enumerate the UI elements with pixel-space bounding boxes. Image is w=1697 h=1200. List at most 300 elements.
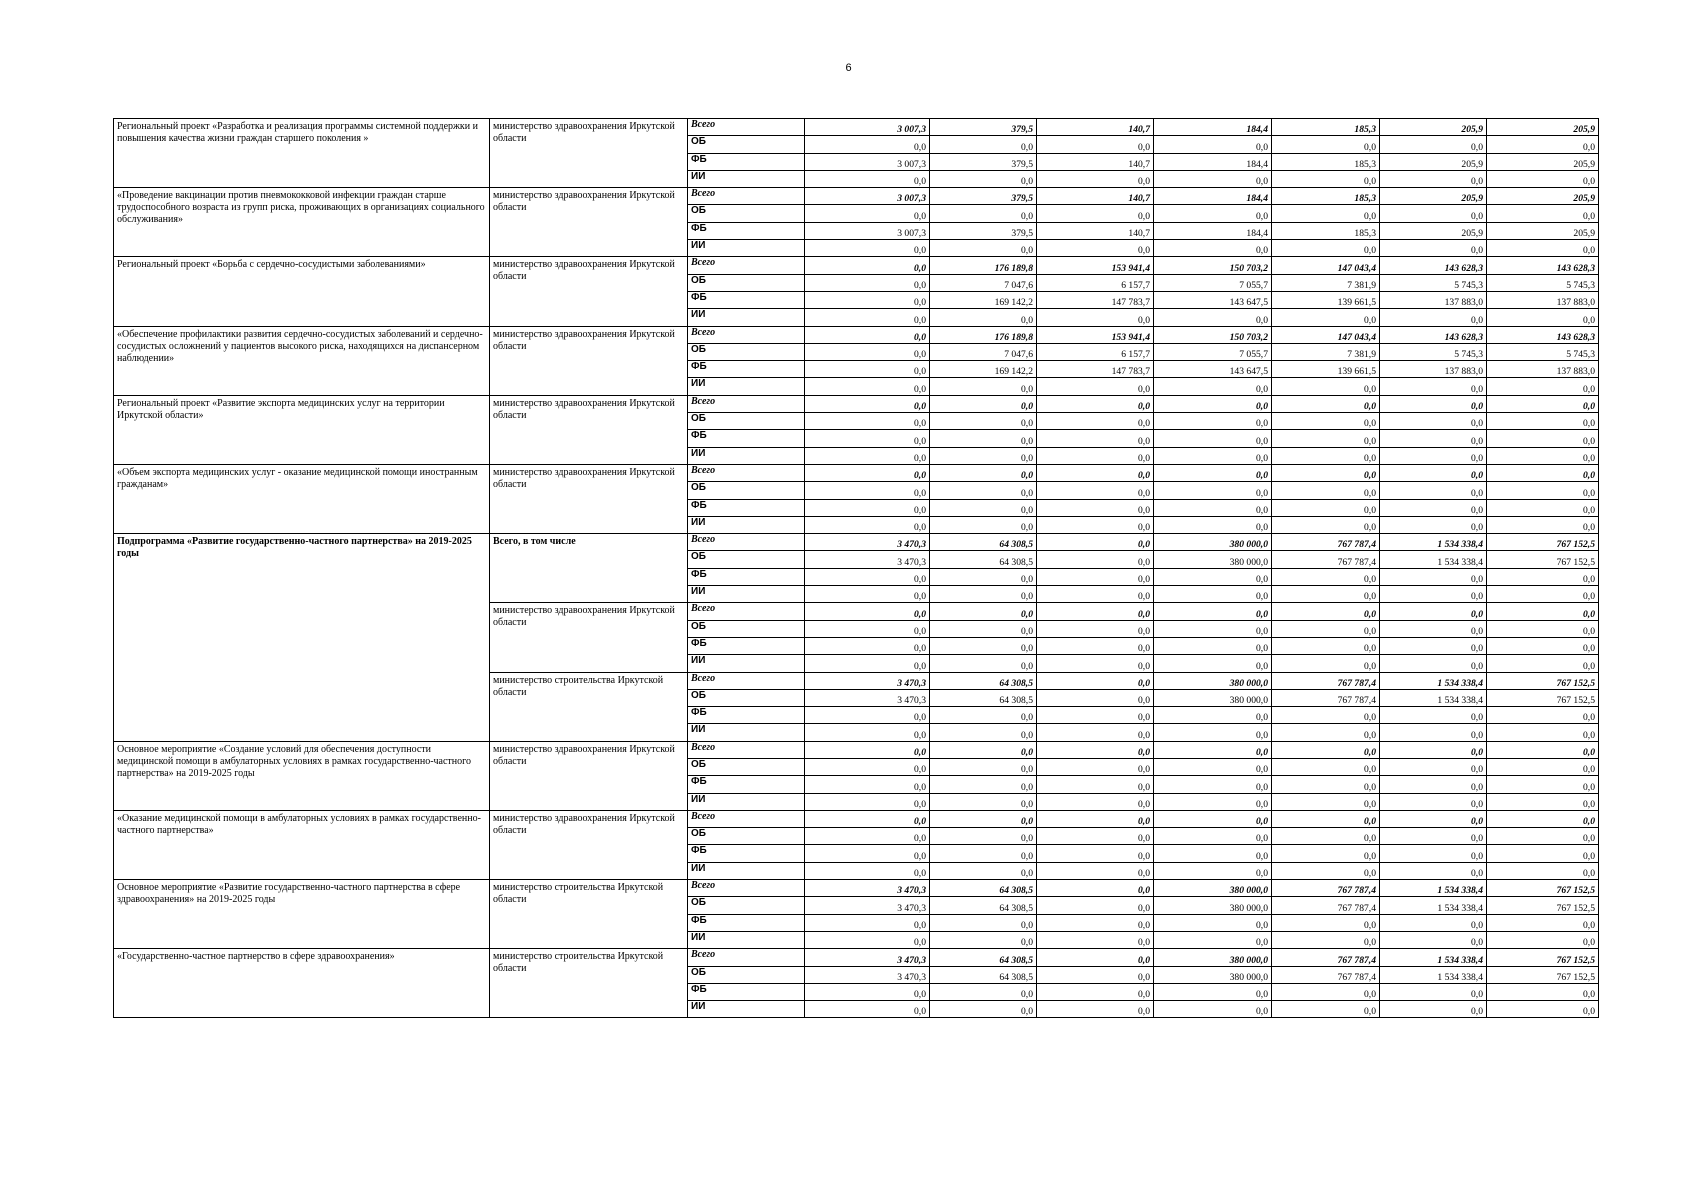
amount-cell: 205,9 <box>1380 119 1487 136</box>
program-name-cell: Региональный проект «Разработка и реализация программы системной поддержки и повышения качества жизни граждан старшего поколения » <box>114 119 490 188</box>
amount-cell: 380 000,0 <box>1154 966 1272 983</box>
amount-cell: 0,0 <box>1037 430 1154 447</box>
amount-cell: 0,0 <box>1154 724 1272 741</box>
amount-cell: 150 703,2 <box>1154 326 1272 343</box>
amount-cell: 0,0 <box>1487 914 1599 931</box>
amount-cell: 0,0 <box>805 430 930 447</box>
amount-cell: 0,0 <box>1154 447 1272 464</box>
amount-cell: 0,0 <box>930 914 1037 931</box>
amount-cell: 140,7 <box>1037 188 1154 205</box>
amount-cell: 0,0 <box>1487 586 1599 603</box>
amount-cell: 380 000,0 <box>1154 672 1272 689</box>
amount-cell: 0,0 <box>1037 793 1154 810</box>
amount-cell: 0,0 <box>1487 464 1599 481</box>
amount-cell: 0,0 <box>1154 758 1272 775</box>
table-row <box>114 534 1599 551</box>
table-row <box>114 119 1599 136</box>
amount-cell: 0,0 <box>1380 707 1487 724</box>
amount-cell: 0,0 <box>805 620 930 637</box>
amount-cell: 0,0 <box>930 447 1037 464</box>
funding-source-cell: Всего <box>688 464 805 481</box>
amount-cell: 3 470,3 <box>805 897 930 914</box>
amount-cell: 0,0 <box>1380 828 1487 845</box>
amount-cell: 380 000,0 <box>1154 534 1272 551</box>
amount-cell: 380 000,0 <box>1154 880 1272 897</box>
funding-source-cell: ОБ <box>688 482 805 499</box>
amount-cell: 0,0 <box>1380 482 1487 499</box>
amount-cell: 0,0 <box>1037 378 1154 395</box>
amount-cell: 380 000,0 <box>1154 949 1272 966</box>
amount-cell: 0,0 <box>1380 655 1487 672</box>
program-name-cell: «Оказание медицинской помощи в амбулаторных условиях в рамках государственно-частного партнерства» <box>114 810 490 879</box>
amount-cell: 0,0 <box>1487 931 1599 948</box>
amount-cell: 64 308,5 <box>930 534 1037 551</box>
executor-cell: министерство строительства Иркутской области <box>490 672 688 741</box>
amount-cell: 0,0 <box>805 326 930 343</box>
amount-cell: 184,4 <box>1154 188 1272 205</box>
amount-cell: 0,0 <box>1037 672 1154 689</box>
amount-cell: 0,0 <box>1487 309 1599 326</box>
funding-source-cell: ИИ <box>688 862 805 879</box>
program-name-cell: «Государственно-частное партнерство в сфере здравоохранения» <box>114 949 490 1018</box>
amount-cell: 0,0 <box>1272 170 1380 187</box>
funding-source-cell: Всего <box>688 119 805 136</box>
amount-cell: 137 883,0 <box>1380 291 1487 308</box>
amount-cell: 0,0 <box>1154 170 1272 187</box>
amount-cell: 0,0 <box>1272 482 1380 499</box>
funding-source-cell: ФБ <box>688 776 805 793</box>
amount-cell: 0,0 <box>805 464 930 481</box>
amount-cell: 0,0 <box>1380 568 1487 585</box>
amount-cell: 0,0 <box>805 378 930 395</box>
executor-cell: министерство здравоохранения Иркутской области <box>490 326 688 395</box>
amount-cell: 64 308,5 <box>930 897 1037 914</box>
amount-cell: 0,0 <box>805 707 930 724</box>
amount-cell: 0,0 <box>930 170 1037 187</box>
funding-source-cell: ФБ <box>688 845 805 862</box>
program-name-cell: «Объем экспорта медицинских услуг - оказание медицинской помощи иностранным гражданам» <box>114 464 490 533</box>
amount-cell: 0,0 <box>1487 603 1599 620</box>
amount-cell: 0,0 <box>1272 395 1380 412</box>
amount-cell: 64 308,5 <box>930 966 1037 983</box>
amount-cell: 147 783,7 <box>1037 361 1154 378</box>
amount-cell: 0,0 <box>805 862 930 879</box>
amount-cell: 0,0 <box>1037 136 1154 153</box>
amount-cell: 6 157,7 <box>1037 274 1154 291</box>
amount-cell: 0,0 <box>805 568 930 585</box>
amount-cell: 0,0 <box>1272 464 1380 481</box>
amount-cell: 1 534 338,4 <box>1380 880 1487 897</box>
amount-cell: 0,0 <box>1272 586 1380 603</box>
amount-cell: 0,0 <box>1272 516 1380 533</box>
amount-cell: 0,0 <box>1272 240 1380 257</box>
amount-cell: 0,0 <box>930 136 1037 153</box>
amount-cell: 0,0 <box>1487 568 1599 585</box>
amount-cell: 0,0 <box>805 758 930 775</box>
amount-cell: 0,0 <box>1272 378 1380 395</box>
amount-cell: 0,0 <box>1272 724 1380 741</box>
table-row <box>114 810 1599 827</box>
amount-cell: 0,0 <box>930 378 1037 395</box>
amount-cell: 7 047,6 <box>930 274 1037 291</box>
amount-cell: 3 470,3 <box>805 672 930 689</box>
amount-cell: 0,0 <box>1037 897 1154 914</box>
amount-cell: 0,0 <box>930 983 1037 1000</box>
amount-cell: 0,0 <box>1272 637 1380 654</box>
amount-cell: 3 007,3 <box>805 119 930 136</box>
amount-cell: 0,0 <box>1154 464 1272 481</box>
amount-cell: 0,0 <box>1272 655 1380 672</box>
amount-cell: 184,4 <box>1154 222 1272 239</box>
funding-source-cell: ИИ <box>688 1001 805 1018</box>
amount-cell: 0,0 <box>1154 655 1272 672</box>
table-row <box>114 326 1599 343</box>
amount-cell: 0,0 <box>1272 568 1380 585</box>
amount-cell: 380 000,0 <box>1154 897 1272 914</box>
page-number: 6 <box>845 62 852 74</box>
amount-cell: 767 787,4 <box>1272 689 1380 706</box>
funding-source-cell: ОБ <box>688 828 805 845</box>
amount-cell: 1 534 338,4 <box>1380 966 1487 983</box>
amount-cell: 0,0 <box>1487 205 1599 222</box>
amount-cell: 0,0 <box>805 447 930 464</box>
amount-cell: 0,0 <box>930 620 1037 637</box>
amount-cell: 139 661,5 <box>1272 361 1380 378</box>
amount-cell: 0,0 <box>1487 655 1599 672</box>
amount-cell: 0,0 <box>1487 758 1599 775</box>
amount-cell: 176 189,8 <box>930 257 1037 274</box>
funding-source-cell: ИИ <box>688 170 805 187</box>
amount-cell: 3 007,3 <box>805 188 930 205</box>
amount-cell: 176 189,8 <box>930 326 1037 343</box>
amount-cell: 0,0 <box>1380 464 1487 481</box>
amount-cell: 0,0 <box>1487 136 1599 153</box>
amount-cell: 0,0 <box>1037 413 1154 430</box>
amount-cell: 0,0 <box>805 793 930 810</box>
amount-cell: 0,0 <box>1272 862 1380 879</box>
amount-cell: 0,0 <box>805 637 930 654</box>
amount-cell: 147 783,7 <box>1037 291 1154 308</box>
amount-cell: 0,0 <box>1037 776 1154 793</box>
funding-source-cell: Всего <box>688 810 805 827</box>
amount-cell: 0,0 <box>930 707 1037 724</box>
amount-cell: 143 647,5 <box>1154 361 1272 378</box>
amount-cell: 0,0 <box>1037 170 1154 187</box>
amount-cell: 1 534 338,4 <box>1380 551 1487 568</box>
funding-source-cell: Всего <box>688 880 805 897</box>
funding-source-cell: ФБ <box>688 153 805 170</box>
amount-cell: 0,0 <box>1487 862 1599 879</box>
amount-cell: 0,0 <box>805 309 930 326</box>
amount-cell: 0,0 <box>1154 862 1272 879</box>
amount-cell: 379,5 <box>930 153 1037 170</box>
amount-cell: 64 308,5 <box>930 672 1037 689</box>
funding-source-cell: ИИ <box>688 793 805 810</box>
amount-cell: 0,0 <box>1380 845 1487 862</box>
amount-cell: 0,0 <box>1154 568 1272 585</box>
amount-cell: 205,9 <box>1487 153 1599 170</box>
amount-cell: 153 941,4 <box>1037 257 1154 274</box>
amount-cell: 205,9 <box>1380 188 1487 205</box>
amount-cell: 0,0 <box>930 810 1037 827</box>
amount-cell: 0,0 <box>805 240 930 257</box>
amount-cell: 205,9 <box>1487 222 1599 239</box>
table-row <box>114 464 1599 481</box>
amount-cell: 184,4 <box>1154 153 1272 170</box>
amount-cell: 0,0 <box>1487 983 1599 1000</box>
amount-cell: 0,0 <box>1154 845 1272 862</box>
amount-cell: 0,0 <box>1380 136 1487 153</box>
table-row <box>114 949 1599 966</box>
amount-cell: 0,0 <box>930 482 1037 499</box>
amount-cell: 0,0 <box>1380 810 1487 827</box>
amount-cell: 3 470,3 <box>805 551 930 568</box>
amount-cell: 0,0 <box>930 413 1037 430</box>
amount-cell: 767 152,5 <box>1487 880 1599 897</box>
amount-cell: 7 047,6 <box>930 343 1037 360</box>
amount-cell: 0,0 <box>930 568 1037 585</box>
amount-cell: 0,0 <box>930 430 1037 447</box>
amount-cell: 0,0 <box>1037 880 1154 897</box>
funding-source-cell: ИИ <box>688 724 805 741</box>
amount-cell: 0,0 <box>1380 724 1487 741</box>
amount-cell: 0,0 <box>930 793 1037 810</box>
executor-cell: министерство здравоохранения Иркутской области <box>490 464 688 533</box>
amount-cell: 0,0 <box>1380 240 1487 257</box>
amount-cell: 0,0 <box>805 274 930 291</box>
amount-cell: 1 534 338,4 <box>1380 672 1487 689</box>
amount-cell: 169 142,2 <box>930 361 1037 378</box>
amount-cell: 0,0 <box>1037 637 1154 654</box>
amount-cell: 137 883,0 <box>1487 361 1599 378</box>
amount-cell: 0,0 <box>1380 603 1487 620</box>
amount-cell: 0,0 <box>1487 413 1599 430</box>
amount-cell: 0,0 <box>1487 170 1599 187</box>
amount-cell: 0,0 <box>1037 758 1154 775</box>
executor-cell: министерство здравоохранения Иркутской области <box>490 395 688 464</box>
funding-source-cell: ФБ <box>688 914 805 931</box>
amount-cell: 0,0 <box>1380 776 1487 793</box>
amount-cell: 0,0 <box>1272 309 1380 326</box>
amount-cell: 0,0 <box>1037 707 1154 724</box>
amount-cell: 0,0 <box>1037 914 1154 931</box>
amount-cell: 64 308,5 <box>930 949 1037 966</box>
amount-cell: 0,0 <box>1272 413 1380 430</box>
amount-cell: 0,0 <box>1272 741 1380 758</box>
amount-cell: 3 470,3 <box>805 966 930 983</box>
amount-cell: 0,0 <box>805 655 930 672</box>
amount-cell: 0,0 <box>805 291 930 308</box>
amount-cell: 139 661,5 <box>1272 291 1380 308</box>
funding-source-cell: Всего <box>688 603 805 620</box>
amount-cell: 0,0 <box>805 205 930 222</box>
amount-cell: 380 000,0 <box>1154 551 1272 568</box>
funding-source-cell: ФБ <box>688 499 805 516</box>
amount-cell: 0,0 <box>1154 499 1272 516</box>
amount-cell: 0,0 <box>1272 620 1380 637</box>
funding-source-cell: ИИ <box>688 516 805 533</box>
funding-source-cell: ОБ <box>688 966 805 983</box>
funding-source-cell: ФБ <box>688 361 805 378</box>
amount-cell: 0,0 <box>1037 586 1154 603</box>
amount-cell: 0,0 <box>930 499 1037 516</box>
amount-cell: 5 745,3 <box>1380 274 1487 291</box>
amount-cell: 0,0 <box>1487 516 1599 533</box>
amount-cell: 137 883,0 <box>1380 361 1487 378</box>
funding-source-cell: ОБ <box>688 413 805 430</box>
amount-cell: 0,0 <box>805 1001 930 1018</box>
amount-cell: 5 745,3 <box>1487 274 1599 291</box>
amount-cell: 0,0 <box>1154 240 1272 257</box>
amount-cell: 185,3 <box>1272 153 1380 170</box>
amount-cell: 185,3 <box>1272 188 1380 205</box>
amount-cell: 0,0 <box>1037 464 1154 481</box>
amount-cell: 0,0 <box>805 586 930 603</box>
amount-cell: 140,7 <box>1037 222 1154 239</box>
funding-source-cell: Всего <box>688 949 805 966</box>
funding-source-cell: Всего <box>688 188 805 205</box>
amount-cell: 0,0 <box>1380 499 1487 516</box>
funding-source-cell: ИИ <box>688 586 805 603</box>
amount-cell: 3 007,3 <box>805 153 930 170</box>
executor-cell: министерство строительства Иркутской области <box>490 949 688 1018</box>
amount-cell: 0,0 <box>1487 776 1599 793</box>
amount-cell: 0,0 <box>1487 620 1599 637</box>
amount-cell: 0,0 <box>1380 931 1487 948</box>
funding-source-cell: Всего <box>688 534 805 551</box>
amount-cell: 0,0 <box>805 413 930 430</box>
amount-cell: 0,0 <box>1380 447 1487 464</box>
amount-cell: 767 787,4 <box>1272 551 1380 568</box>
amount-cell: 1 534 338,4 <box>1380 897 1487 914</box>
amount-cell: 0,0 <box>1272 205 1380 222</box>
funding-source-cell: ФБ <box>688 983 805 1000</box>
amount-cell: 0,0 <box>1154 1001 1272 1018</box>
amount-cell: 0,0 <box>1487 378 1599 395</box>
amount-cell: 0,0 <box>930 862 1037 879</box>
funding-source-cell: ИИ <box>688 309 805 326</box>
amount-cell: 0,0 <box>805 136 930 153</box>
amount-cell: 0,0 <box>1037 568 1154 585</box>
amount-cell: 0,0 <box>930 1001 1037 1018</box>
amount-cell: 143 628,3 <box>1380 326 1487 343</box>
amount-cell: 0,0 <box>1272 707 1380 724</box>
amount-cell: 0,0 <box>1037 931 1154 948</box>
amount-cell: 0,0 <box>1037 966 1154 983</box>
funding-source-cell: ФБ <box>688 291 805 308</box>
amount-cell: 7 055,7 <box>1154 274 1272 291</box>
amount-cell: 0,0 <box>1487 637 1599 654</box>
amount-cell: 185,3 <box>1272 119 1380 136</box>
amount-cell: 0,0 <box>1037 240 1154 257</box>
amount-cell: 0,0 <box>805 361 930 378</box>
amount-cell: 1 534 338,4 <box>1380 949 1487 966</box>
amount-cell: 767 787,4 <box>1272 534 1380 551</box>
funding-source-cell: Всего <box>688 672 805 689</box>
amount-cell: 0,0 <box>805 914 930 931</box>
program-name-cell: Подпрограмма «Развитие государственно-частного партнерства» на 2019-2025 годы <box>114 534 490 742</box>
amount-cell: 0,0 <box>1272 1001 1380 1018</box>
amount-cell: 379,5 <box>930 119 1037 136</box>
amount-cell: 0,0 <box>1272 810 1380 827</box>
amount-cell: 0,0 <box>930 776 1037 793</box>
executor-cell: Всего, в том числе <box>490 534 688 603</box>
amount-cell: 205,9 <box>1380 153 1487 170</box>
funding-source-cell: ОБ <box>688 897 805 914</box>
program-name-cell: Региональный проект «Борьба с сердечно-сосудистыми заболеваниями» <box>114 257 490 326</box>
amount-cell: 0,0 <box>805 170 930 187</box>
executor-cell: министерство здравоохранения Иркутской области <box>490 741 688 810</box>
amount-cell: 0,0 <box>1154 914 1272 931</box>
amount-cell: 0,0 <box>1272 914 1380 931</box>
amount-cell: 0,0 <box>1154 205 1272 222</box>
funding-source-cell: ФБ <box>688 222 805 239</box>
amount-cell: 0,0 <box>1487 240 1599 257</box>
executor-cell: министерство здравоохранения Иркутской области <box>490 603 688 672</box>
amount-cell: 0,0 <box>1037 395 1154 412</box>
amount-cell: 0,0 <box>1487 845 1599 862</box>
funding-source-cell: ОБ <box>688 136 805 153</box>
amount-cell: 184,4 <box>1154 119 1272 136</box>
amount-cell: 767 152,5 <box>1487 534 1599 551</box>
amount-cell: 0,0 <box>1380 620 1487 637</box>
financing-table <box>113 118 1599 1018</box>
amount-cell: 0,0 <box>805 741 930 758</box>
amount-cell: 7 381,9 <box>1272 274 1380 291</box>
program-name-cell: Основное мероприятие «Развитие государственно-частного партнерства в сфере здравоохранения» на 2019-2025 годы <box>114 880 490 949</box>
amount-cell: 0,0 <box>1380 586 1487 603</box>
amount-cell: 7 055,7 <box>1154 343 1272 360</box>
amount-cell: 767 152,5 <box>1487 949 1599 966</box>
amount-cell: 0,0 <box>1037 447 1154 464</box>
amount-cell: 0,0 <box>1154 776 1272 793</box>
amount-cell: 147 043,4 <box>1272 326 1380 343</box>
amount-cell: 0,0 <box>805 983 930 1000</box>
amount-cell: 0,0 <box>930 931 1037 948</box>
funding-source-cell: ИИ <box>688 655 805 672</box>
amount-cell: 379,5 <box>930 222 1037 239</box>
amount-cell: 0,0 <box>1380 983 1487 1000</box>
amount-cell: 0,0 <box>1037 1001 1154 1018</box>
amount-cell: 0,0 <box>930 395 1037 412</box>
amount-cell: 0,0 <box>1380 914 1487 931</box>
amount-cell: 0,0 <box>1380 430 1487 447</box>
amount-cell: 0,0 <box>930 586 1037 603</box>
amount-cell: 0,0 <box>1380 378 1487 395</box>
amount-cell: 0,0 <box>1037 810 1154 827</box>
amount-cell: 0,0 <box>930 240 1037 257</box>
amount-cell: 0,0 <box>1272 758 1380 775</box>
amount-cell: 64 308,5 <box>930 880 1037 897</box>
executor-cell: министерство здравоохранения Иркутской области <box>490 188 688 257</box>
amount-cell: 0,0 <box>1037 724 1154 741</box>
amount-cell: 0,0 <box>1154 136 1272 153</box>
amount-cell: 7 381,9 <box>1272 343 1380 360</box>
funding-source-cell: ФБ <box>688 430 805 447</box>
amount-cell: 767 152,5 <box>1487 966 1599 983</box>
amount-cell: 3 470,3 <box>805 949 930 966</box>
amount-cell: 0,0 <box>930 309 1037 326</box>
amount-cell: 0,0 <box>1272 603 1380 620</box>
amount-cell: 0,0 <box>1487 1001 1599 1018</box>
amount-cell: 205,9 <box>1380 222 1487 239</box>
amount-cell: 0,0 <box>1380 637 1487 654</box>
amount-cell: 0,0 <box>1487 447 1599 464</box>
amount-cell: 767 787,4 <box>1272 672 1380 689</box>
amount-cell: 169 142,2 <box>930 291 1037 308</box>
funding-source-cell: ИИ <box>688 378 805 395</box>
amount-cell: 0,0 <box>1037 534 1154 551</box>
